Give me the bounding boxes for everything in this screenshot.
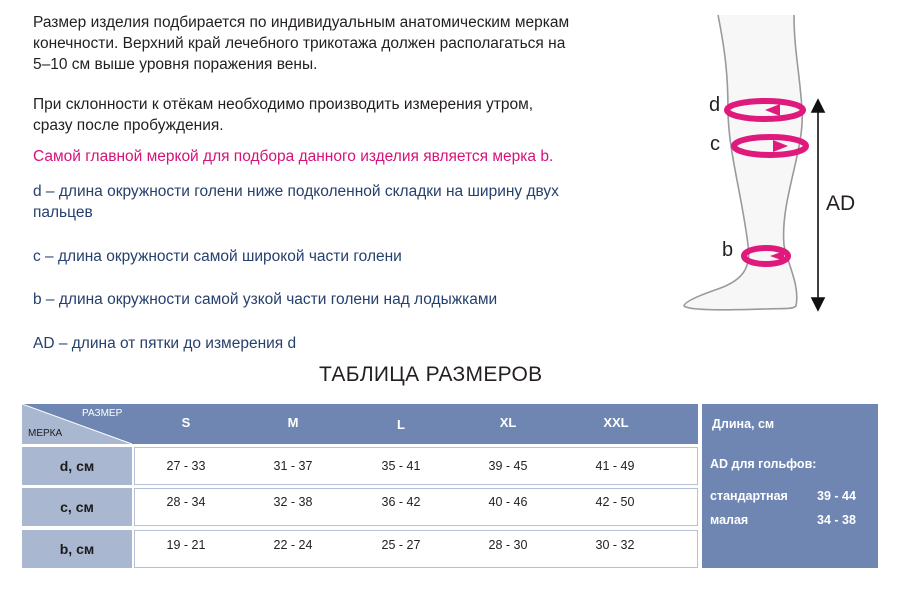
leg-outline (684, 15, 802, 310)
intro-paragraph-1 (33, 12, 569, 75)
intro-paragraph-2 (33, 94, 533, 136)
definition-line: пальцев (33, 204, 93, 221)
row-label-c: c, см (22, 488, 132, 526)
table-cell: 28 - 30 (488, 538, 528, 552)
label-b: b (722, 239, 734, 261)
label-c: c (710, 133, 720, 155)
length-item-value: 34 - 38 (817, 513, 856, 527)
ad-arrow (812, 100, 824, 310)
table-cell: 19 - 21 (166, 538, 206, 552)
definition-d (33, 181, 559, 223)
definition-ad: AD – длина от пятки до измерения d (33, 335, 297, 352)
definition-line: d – длина окружности голени ниже подколенной складки на ширину двух (33, 183, 559, 200)
table-cell: 41 - 49 (595, 459, 635, 473)
definition-c: c – длина окружности самой широкой части голени (33, 248, 402, 265)
size-header-l: L (397, 417, 405, 432)
leg-diagram (670, 0, 870, 330)
row-label-b: b, см (22, 530, 132, 568)
corner-measure-label: МЕРКА (28, 428, 63, 439)
size-header-s: S (181, 415, 191, 430)
table-cell: 39 - 45 (488, 459, 528, 473)
highlight-text: Самой главной меркой для подбора данного изделия является мерка b. (33, 148, 554, 165)
ad-golf-label: AD для гольфов: (710, 457, 817, 471)
table-cell: 36 - 42 (381, 495, 421, 509)
table-cell: 27 - 33 (166, 459, 206, 473)
table-cell: 28 - 34 (166, 495, 206, 509)
table-cell: 31 - 37 (273, 459, 313, 473)
table-cell: 42 - 50 (595, 495, 635, 509)
intro-line: сразу после пробуждения. (33, 117, 224, 134)
label-d: d (709, 94, 721, 116)
size-header-xl: XL (499, 415, 517, 430)
definition-b: b – длина окружности самой узкой части голени над лодыжками (33, 291, 498, 308)
intro-line: конечности. Верхний край лечебного трикотажа должен располагаться на (33, 35, 566, 52)
length-title: Длина, см (712, 417, 775, 431)
corner-size-label: РАЗМЕР (82, 408, 123, 419)
size-header-xxl: XXL (603, 415, 629, 430)
intro-line: Размер изделия подбирается по индивидуальным анатомическим меркам (33, 14, 570, 31)
length-item-name: малая (710, 513, 749, 527)
table-cell: 40 - 46 (488, 495, 528, 509)
intro-line: 5–10 см выше уровня поражения вены. (33, 56, 318, 73)
table-title: ТАБЛИЦА РАЗМЕРОВ (319, 363, 543, 386)
length-item-name: стандартная (710, 489, 788, 503)
size-header-m: M (287, 415, 299, 430)
table-cell: 32 - 38 (273, 495, 313, 509)
intro-line: При склонности к отёкам необходимо производить измерения утром, (33, 96, 534, 113)
label-ad: AD (826, 192, 856, 215)
table-cell: 35 - 41 (381, 459, 421, 473)
table-cell: 25 - 27 (381, 538, 421, 552)
row-label-d: d, см (22, 447, 132, 485)
table-cell: 30 - 32 (595, 538, 635, 552)
table-cell: 22 - 24 (273, 538, 313, 552)
length-item-value: 39 - 44 (817, 489, 856, 503)
